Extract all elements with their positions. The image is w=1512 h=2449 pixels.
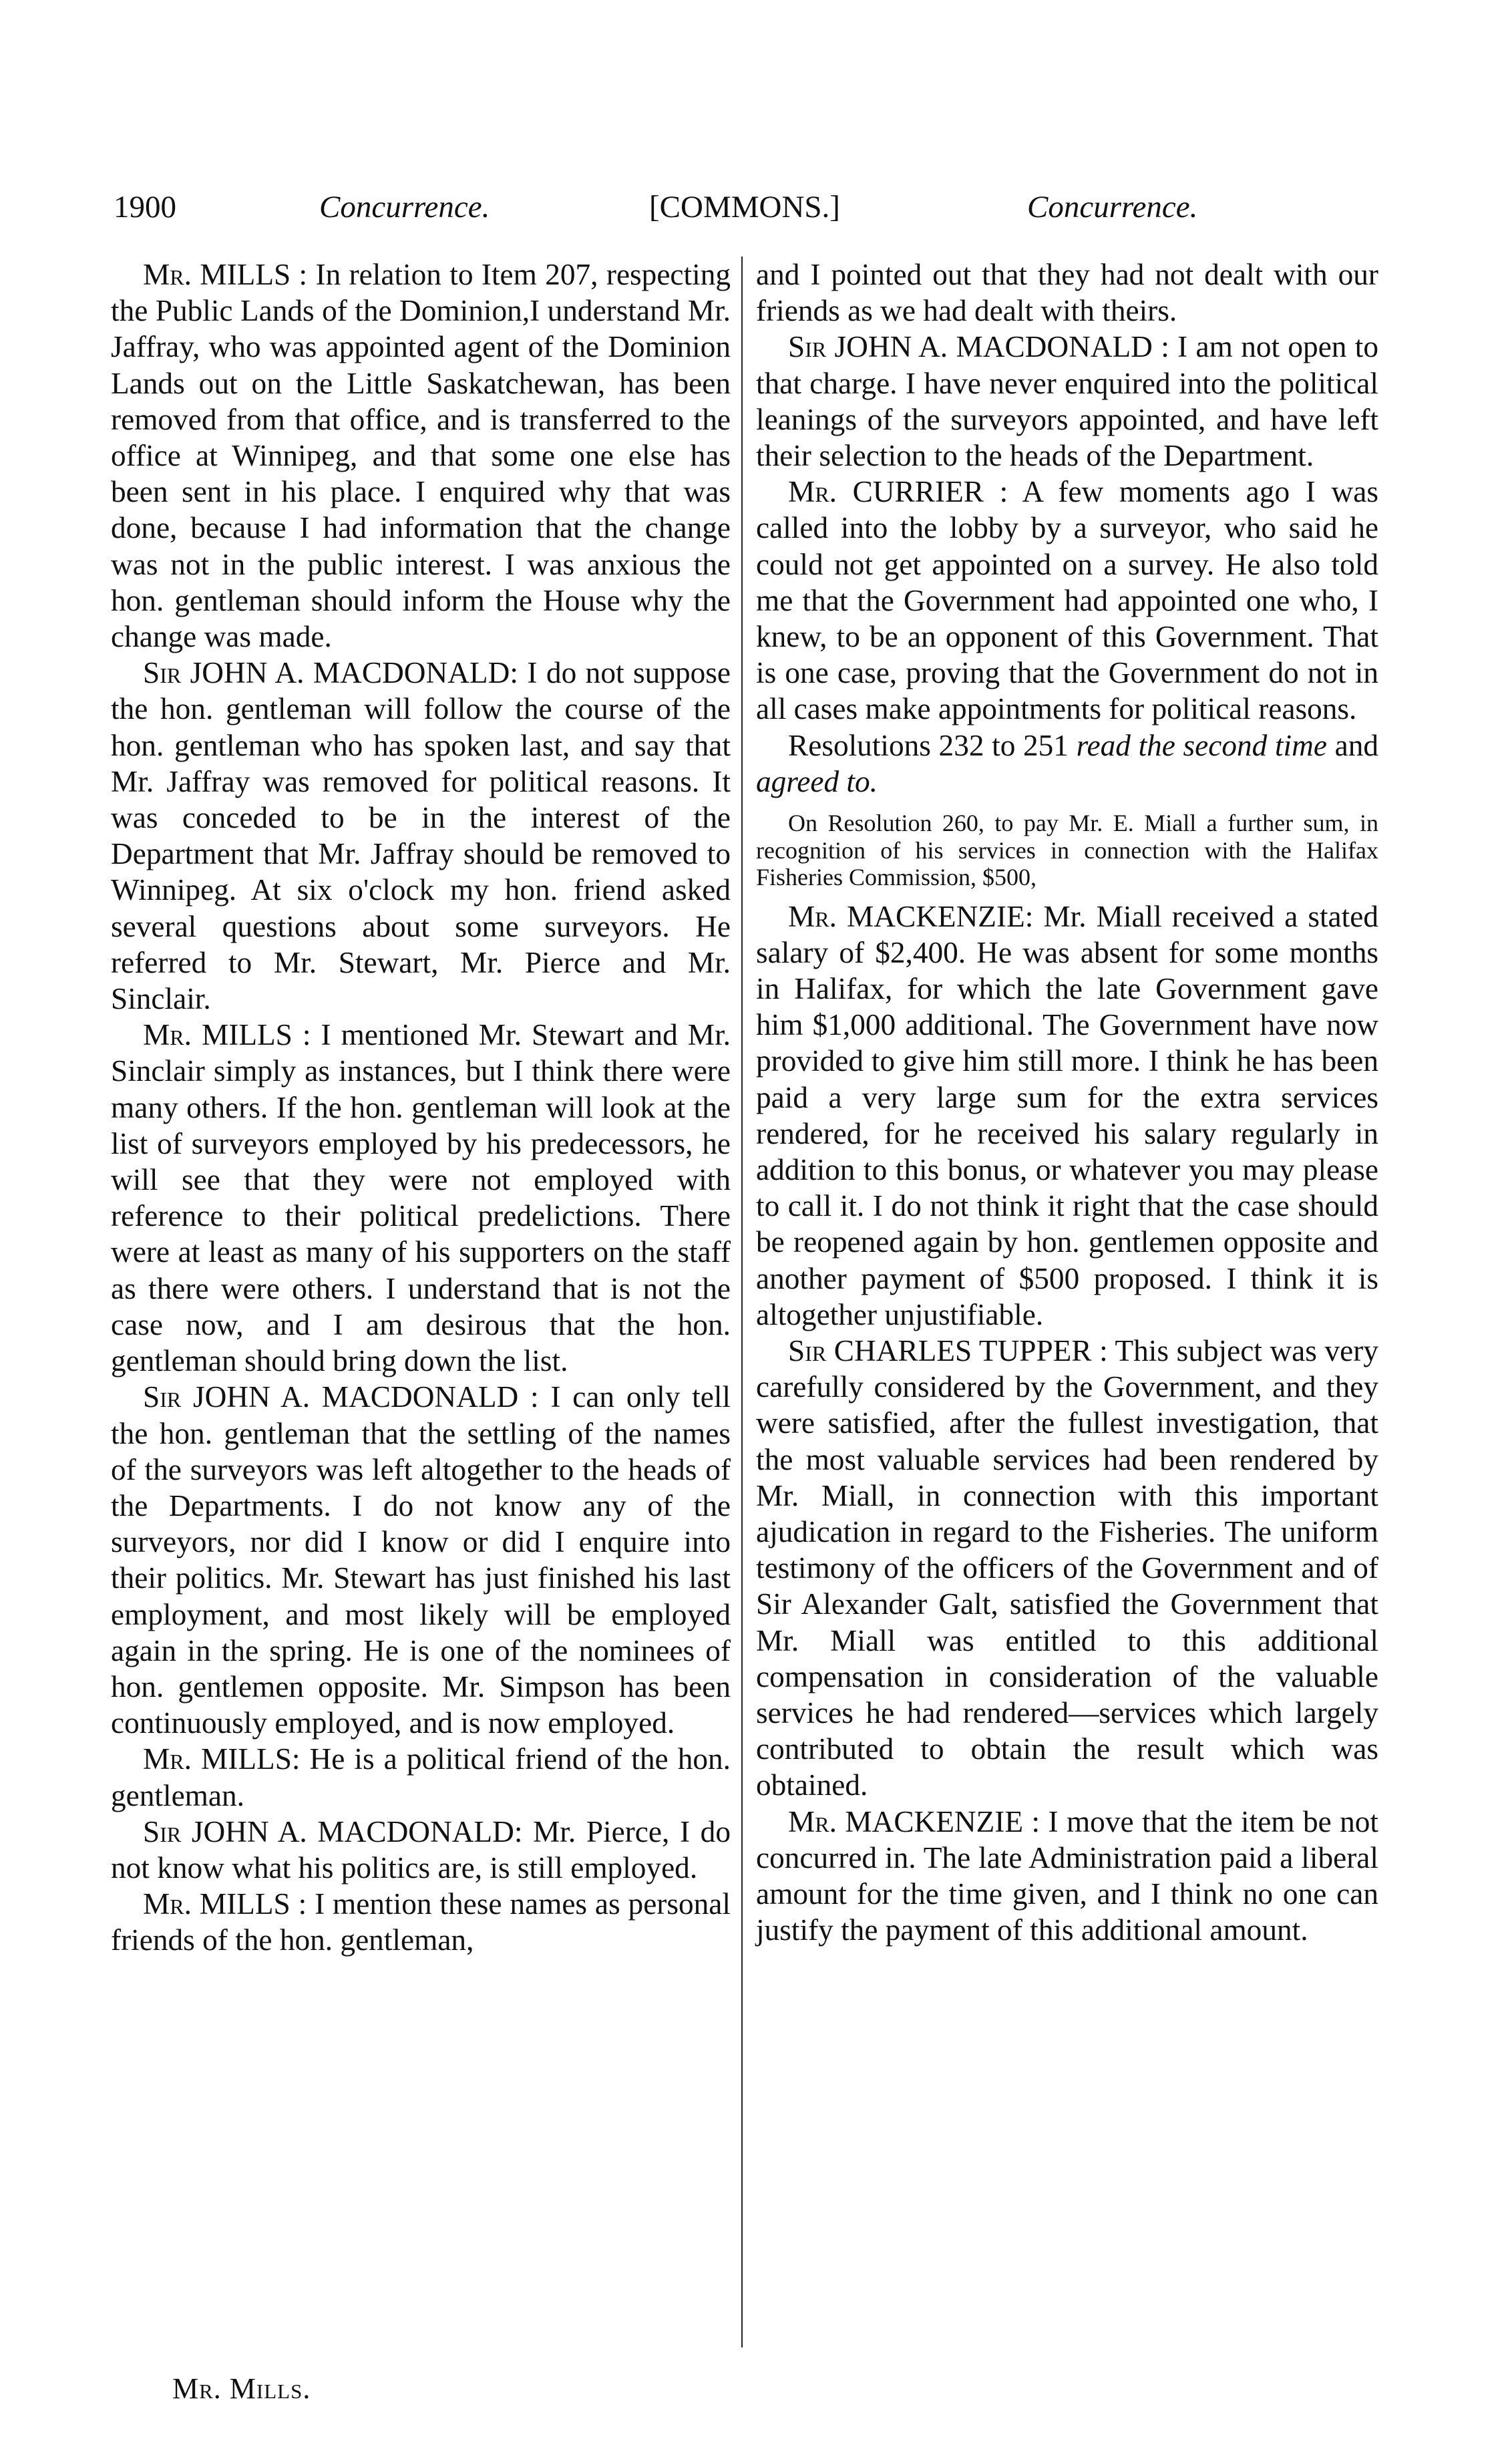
speech-paragraph: Mr. MILLS: He is a political friend of the hon. gentleman. [111,1742,731,1812]
left-column [111,257,731,1959]
page-header [107,180,1389,234]
speaker-name: Sir CHARLES TUPPER [788,1333,1092,1367]
speech-paragraph: Mr. MILLS : In relation to Item 207, respecting the Public Lands of the Dominion,I understand Mr. Jaffray, who was appointed agent of the Dominion Lands out on the Little Saskatchewan, has been removed from that office, and is transferred to the office at Winnipeg, and that some one else has been sent in his place. I enquired why that was done, because I had information that the change was not in the public interest. I was anxious the hon. gentleman should inform the House why the change was made. [111,258,731,654]
page-number: 1900 [114,190,176,224]
continuation-paragraph: and I pointed out that they had not dealt with our friends as we had dealt with theirs. [756,258,1378,328]
speaker-name: Mr. MILLS [143,258,291,291]
speech-text: He is a political friend of the hon. gentleman. [111,1742,731,1812]
speech-text: I can only tell the hon. gentleman that the settling of the names of the surveyors was left altogether to the heads of the Departments. I do not know any of the surveyors, nor did I know or did I enquire into their politics. Mr. Stewart has just finished his last employment, and most likely will be employed again in the spring. He is one of the nominees of hon. gentlemen opposite. Mr. Simpson has been continuously employed, and is now employed. [111,1380,731,1740]
speaker-name: Sir JOHN A. MACDONALD [143,1814,514,1848]
speech-text: I move that the item be not concurred in. The late Administration paid a liberal amount for the time given, and I think no one can justify the payment of this additional amount. [756,1804,1378,1947]
speech-text: Mr. Pierce, I do not know what his politics are, is still employed. [111,1814,731,1885]
speaker-name: Sir JOHN A. MACDONALD [788,330,1153,364]
speech-paragraph: Sir JOHN A. MACDONALD : I can only tell the hon. gentleman that the settling of the names of the surveyors was left altogether to the heads of the Departments. I do not know any of the surveyors, nor did I know or did I enquire into their politics. Mr. Stewart has just finished his last employment, and most likely will be employed again in the spring. He is one of the nominees of hon. gentlemen opposite. Mr. Simpson has been continuously employed, and is now employed. [111,1380,731,1740]
speech-text: A few moments ago I was called into the lobby by a surveyor, who said he could not get appointed on a survey. He also told me that the Government had appointed one who, I knew, to be an opponent of this Government. That is one case, proving that the Government do not in all cases make appointments for political reasons. [756,475,1378,726]
running-title-left: Concurrence. [319,190,490,224]
resolutions-paragraph: Resolutions 232 to 251 read the second time and agreed to. [756,728,1379,798]
speech-text: Mr. Miall received a stated salary of $2,400. He was absent for some months in Halifax, for which the late Government gave him $1,000 additional. The Government have now provided to give him still more. I think he has been paid a very large sum for the extra services rendered, for he received his salary regularly in addition to this bonus, or whatever you may please to call it. I do not think it right that the case should be reopened again by hon. gentlemen opposite and another payment of $500 proposed. I think it is altogether unjustifiable. [756,899,1378,1331]
speech-text: In relation to Item 207, respecting the Public Lands of the Dominion,I understand Mr. Jaffray, who was appointed agent of the Dominion Lands out on the Little Saskatchewan, has been removed from that office, and is transferred to the office at Winnipeg, and that some one else has been sent in his place. I enquired why that was done, because I had information that the change was not in the public interest. I was anxious the hon. gentleman should inform the House why the change was made. [111,258,731,654]
speech-paragraph: Sir CHARLES TUPPER : This subject was very carefully considered by the Government, and they were satisfied, after the fullest investigation, that the most valuable services had been rendered by Mr. Miall, in connection with this important ajudication in regard to the Fisheries. The uniform testimony of the officers of the Government and of Sir Alexander Galt, satisfied the Government that Mr. Miall was entitled to this additional compensation in consideration of the valuable services he had rendered—services which largely contributed to obtain the result which was obtained. [756,1333,1378,1802]
speech-paragraph: Mr. CURRIER : A few moments ago I was called into the lobby by a surveyor, who said he could not get appointed on a survey. He also told me that the Government had appointed one who, I knew, to be an opponent of this Government. That is one case, proving that the Government do not in all cases make appointments for political reasons. [756,475,1378,726]
speaker-name: Mr. MACKENZIE [788,1804,1024,1838]
speech-paragraph: Sir JOHN A. MACDONALD : I am not open to that charge. I have never enquired into the political leanings of the surveyors appointed, and have left their selection to the heads of the Department. [756,330,1378,473]
speech-paragraph: Mr. MACKENZIE : I move that the item be not concurred in. The late Administration paid a liberal amount for the time given, and I think no one can justify the payment of this additional amount. [756,1804,1378,1947]
speech-text: I mentioned Mr. Stewart and Mr. Sinclair simply as instances, but I think there were many others. If the hon. gentleman will look at the list of surveyors employed by his predecessors, he will see that they were not employed with reference to their political predelictions. There were at least as many of his supporters on the staff as there were others. I understand that is not the case now, and I am desirous that the hon. gentleman should bring down the list. [111,1018,731,1378]
speaker-name: Mr. CURRIER [788,475,984,509]
speech-paragraph: Sir JOHN A. MACDONALD: I do not suppose the hon. gentleman will follow the course of the hon. gentleman who has spoken last, and say that Mr. Jaffray was removed for political reasons. It was conceded to be in the interest of the Department that Mr. Jaffray should be removed to Winnipeg. At six o'clock my hon. friend asked several questions about some surveyors. He referred to Mr. Stewart, Mr. Pierce and Mr. Sinclair. [111,656,731,1016]
speech-paragraph: Mr. MACKENZIE: Mr. Miall received a stated salary of $2,400. He was absent for some months in Halifax, for which the late Government gave him $1,000 additional. The Government have now provided to give him still more. I think he has been paid a very large sum for the extra services rendered, for he received his salary regularly in addition to this bonus, or whatever you may please to call it. I do not think it right that the case should be reopened again by hon. gentlemen opposite and another payment of $500 proposed. I think it is altogether unjustifiable. [756,899,1378,1331]
running-title-right: Concurrence. [1027,190,1198,224]
resolution-note: On Resolution 260, to pay Mr. E. Miall a further sum, in recognition of his services in connection with the Halifax Fisheries Commission, $500, [756,810,1378,891]
speech-text: I mention these names as personal friends of the hon. gentleman, [111,1887,731,1957]
speech-text: I do not suppose the hon. gentleman will follow the course of the hon. gentleman who has spoken last, and say that Mr. Jaffray was removed for political reasons. It was conceded to be in the interest of the Department that Mr. Jaffray should be removed to Winnipeg. At six o'clock my hon. friend asked several questions about some surveyors. He referred to Mr. Stewart, Mr. Pierce and Mr. Sinclair. [111,656,731,1016]
speaker-name: Mr. MILLS [143,1887,291,1921]
speaker-name: Sir JOHN A. MACDONALD [143,656,510,690]
speech-text: This subject was very carefully considered by the Government, and they were satisfied, after the fullest investigation, that the most valuable services had been rendered by Mr. Miall, in connection with this important ajudication in regard to the Fisheries. The uniform testimony of the officers of the Government and of Sir Alexander Galt, satisfied the Government that Mr. Miall was entitled to this additional compensation in consideration of the valuable services he had rendered—services which largely contributed to obtain the result which was obtained. [756,1333,1378,1802]
speech-paragraph: Sir JOHN A. MACDONALD: Mr. Pierce, I do not know what his politics are, is still employed. [111,1814,731,1885]
speaker-name: Mr. MILLS [143,1742,292,1776]
speech-text: I am not open to that charge. I have never enquired into the political leanings of the surveyors appointed, and have left their selection to the heads of the Department. [756,330,1378,473]
right-column [756,257,1378,1948]
column-divider [741,257,743,2347]
speaker-name: Mr. MACKENZIE [788,899,1025,933]
catchword-footer: Mr. Mills. [172,2372,311,2405]
chamber-title: [COMMONS.] [649,190,840,224]
speaker-name: Mr. MILLS [143,1018,293,1052]
speaker-name: Sir JOHN A. MACDONALD [143,1380,519,1414]
speech-paragraph: Mr. MILLS : I mentioned Mr. Stewart and Mr. Sinclair simply as instances, but I think there were many others. If the hon. gentleman will look at the list of surveyors employed by his predecessors, he will see that they were not employed with reference to their political predelictions. There were at least as many of his supporters on the staff as there were others. I understand that is not the case now, and I am desirous that the hon. gentleman should bring down the list. [111,1018,731,1378]
speech-paragraph: Mr. MILLS : I mention these names as personal friends of the hon. gentleman, [111,1887,731,1957]
